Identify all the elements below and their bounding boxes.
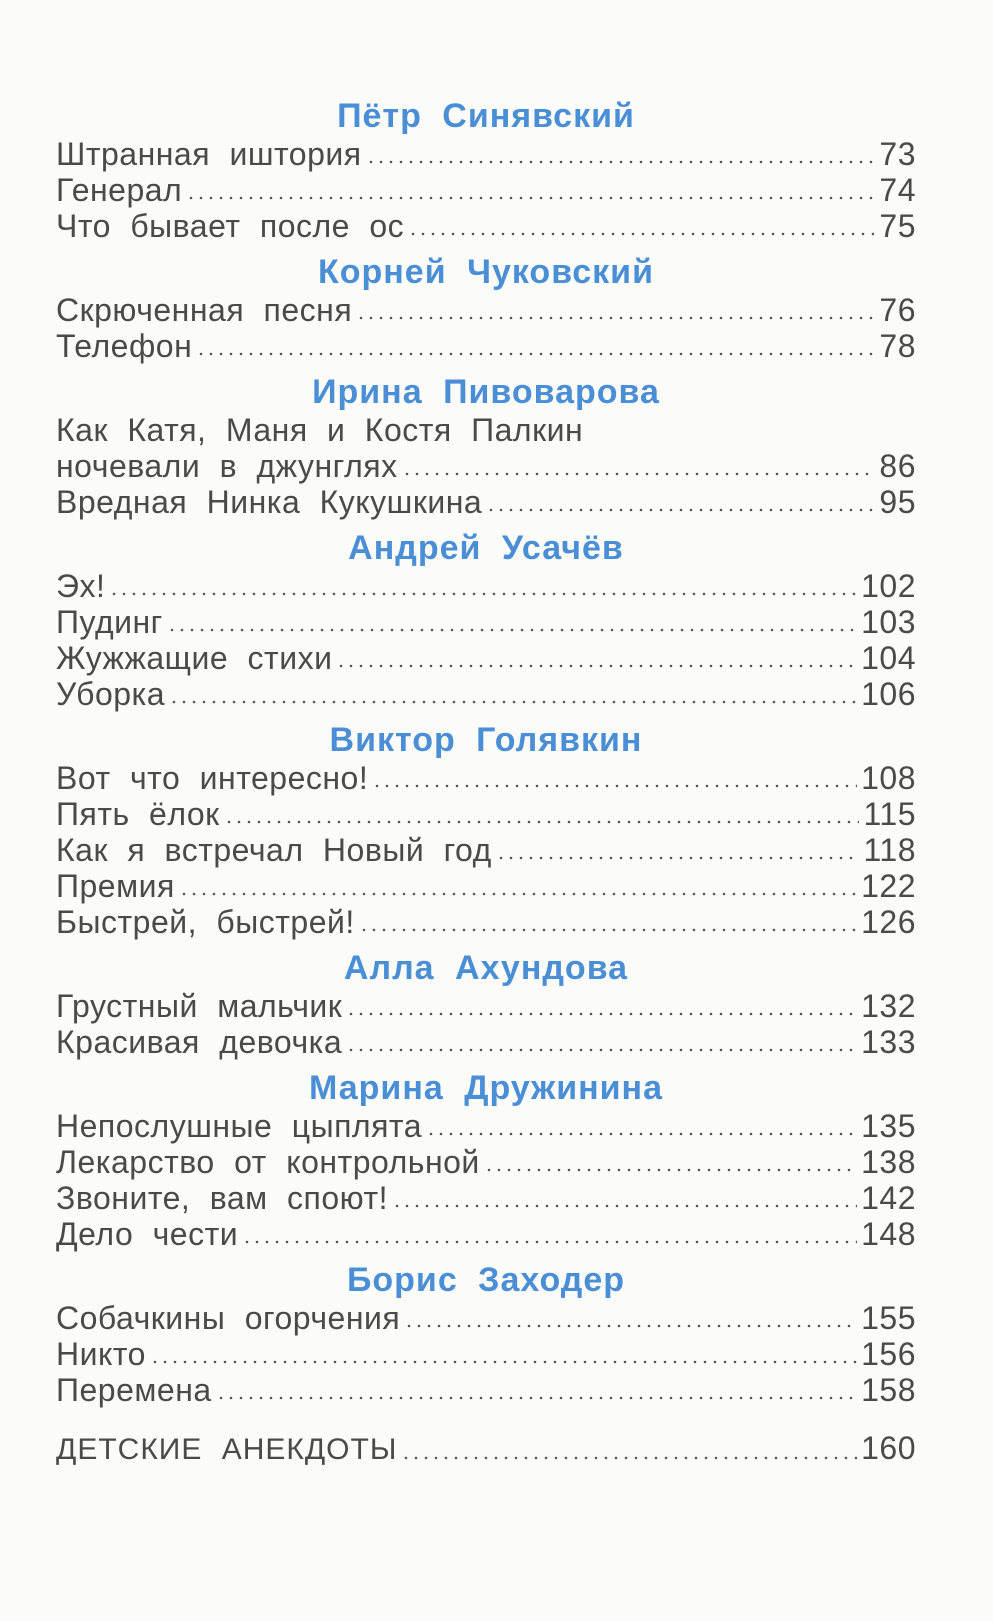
entry-title: Как я встречал Новый год xyxy=(56,832,492,868)
dot-leader xyxy=(224,820,860,824)
entry-title: Красивая девочка xyxy=(56,1024,343,1060)
toc-section xyxy=(56,1258,916,1408)
dot-leader xyxy=(336,664,857,668)
entry-title: Уборка xyxy=(56,676,166,712)
page-number: 160 xyxy=(861,1430,916,1466)
dot-leader xyxy=(496,856,860,860)
toc-entry[interactable] xyxy=(56,796,916,832)
dot-leader xyxy=(426,1132,857,1136)
toc-entry[interactable] xyxy=(56,832,916,868)
entry-title: ДЕТСКИЕ АНЕКДОТЫ xyxy=(56,1433,398,1466)
toc-section xyxy=(56,370,916,520)
dot-leader xyxy=(169,700,857,704)
author-heading: Ирина Пивоварова xyxy=(312,373,660,411)
entry-title: Пудинг xyxy=(56,604,163,640)
dot-leader xyxy=(404,1324,857,1328)
entry-title: Эх! xyxy=(56,568,106,604)
toc-entry[interactable] xyxy=(56,1144,916,1180)
dot-leader xyxy=(179,892,857,896)
entry-title: Перемена xyxy=(56,1372,212,1408)
page-number: 95 xyxy=(879,484,916,520)
dot-leader xyxy=(484,1168,857,1172)
toc-entry[interactable] xyxy=(56,1300,916,1336)
toc-entry[interactable] xyxy=(56,1336,916,1372)
dot-leader xyxy=(401,1456,857,1460)
page-number: 138 xyxy=(861,1144,916,1180)
page-number: 78 xyxy=(879,328,916,364)
page-number: 158 xyxy=(861,1372,916,1408)
page-number: 126 xyxy=(861,904,916,940)
entry-title: Скрюченная песня xyxy=(56,292,353,328)
entry-title: Штранная иштория xyxy=(56,136,362,172)
toc-entry[interactable] xyxy=(56,1108,916,1144)
toc-entry[interactable] xyxy=(56,760,916,796)
entry-title: Звоните, вам споют! xyxy=(56,1180,388,1216)
dot-leader xyxy=(356,316,874,320)
page-number: 86 xyxy=(879,448,916,484)
entry-title: Жужжащие стихи xyxy=(56,640,333,676)
author-heading: Алла Ахундова xyxy=(343,949,629,987)
dot-leader xyxy=(109,592,857,596)
page-number: 115 xyxy=(863,796,916,832)
dot-leader xyxy=(346,1012,857,1016)
entry-title: Телефон xyxy=(56,328,193,364)
entry-title: Собачкины огорчения xyxy=(56,1300,401,1336)
toc-entry[interactable] xyxy=(56,328,916,364)
entry-title: Пять ёлок xyxy=(56,796,220,832)
toc-section xyxy=(56,718,916,940)
dot-leader xyxy=(366,160,874,164)
dot-leader xyxy=(167,628,857,632)
toc-entry[interactable] xyxy=(56,1180,916,1216)
page-number: 148 xyxy=(861,1216,916,1252)
page-number: 142 xyxy=(861,1180,916,1216)
page-number: 132 xyxy=(861,988,916,1024)
toc-entry[interactable] xyxy=(56,988,916,1024)
toc-entry[interactable] xyxy=(56,604,916,640)
page-number: 103 xyxy=(861,604,916,640)
page-number: 73 xyxy=(879,136,916,172)
toc-entry[interactable] xyxy=(56,484,916,520)
toc-entry[interactable] xyxy=(56,172,916,208)
page-number: 122 xyxy=(861,868,916,904)
dot-leader xyxy=(186,196,874,200)
dot-leader xyxy=(196,352,874,356)
entry-title: Вредная Нинка Кукушкина xyxy=(56,484,483,520)
dot-leader xyxy=(346,1048,857,1052)
entry-title: ночевали в джунглях xyxy=(56,448,398,484)
page-number: 75 xyxy=(879,208,916,244)
dot-leader xyxy=(372,784,857,788)
toc-entry[interactable] xyxy=(56,1024,916,1060)
page-number: 155 xyxy=(861,1300,916,1336)
author-heading: Марина Дружинина xyxy=(309,1069,663,1107)
page-number: 74 xyxy=(879,172,916,208)
toc-section xyxy=(56,1066,916,1252)
entry-title: Грустный мальчик xyxy=(56,988,343,1024)
page-number: 133 xyxy=(861,1024,916,1060)
entry-title: Вот что интересно! xyxy=(56,760,369,796)
dot-leader xyxy=(242,1240,857,1244)
entry-title: Генерал xyxy=(56,172,183,208)
entry-title: Что бывает после ос xyxy=(56,208,405,244)
dot-leader xyxy=(216,1396,857,1400)
dot-leader xyxy=(392,1204,857,1208)
table-of-contents xyxy=(56,88,916,1468)
dot-leader xyxy=(408,232,874,236)
entry-title: Дело чести xyxy=(56,1216,239,1252)
toc-entry[interactable] xyxy=(56,568,916,604)
entry-title: Премия xyxy=(56,868,175,904)
page-number: 104 xyxy=(861,640,916,676)
entry-title: Быстрей, быстрей! xyxy=(56,904,355,940)
author-heading: Пётр Синявский xyxy=(337,97,635,135)
toc-section xyxy=(56,946,916,1060)
toc-entry[interactable] xyxy=(56,640,916,676)
page-number: 76 xyxy=(879,292,916,328)
toc-entry[interactable] xyxy=(56,676,916,712)
toc-entry[interactable] xyxy=(56,136,916,172)
page-number: 102 xyxy=(861,568,916,604)
page-number: 108 xyxy=(861,760,916,796)
toc-entry[interactable] xyxy=(56,1216,916,1252)
toc-entry[interactable] xyxy=(56,868,916,904)
page-number: 118 xyxy=(863,832,916,868)
dot-leader xyxy=(150,1360,857,1364)
toc-entry[interactable] xyxy=(56,292,916,328)
page-number: 106 xyxy=(861,676,916,712)
author-heading: Андрей Усачёв xyxy=(348,529,624,567)
toc-entry[interactable] xyxy=(56,208,916,244)
page-number: 156 xyxy=(861,1336,916,1372)
page-number: 135 xyxy=(861,1108,916,1144)
toc-section xyxy=(56,94,916,244)
toc-entry[interactable] xyxy=(56,1372,916,1408)
toc-entry[interactable] xyxy=(56,904,916,940)
toc-section xyxy=(56,250,916,364)
toc-section xyxy=(56,526,916,712)
entry-title: Лекарство от контрольной xyxy=(56,1144,480,1180)
toc-entry-jokes[interactable] xyxy=(56,1430,916,1468)
dot-leader xyxy=(402,472,874,476)
entry-title: Никто xyxy=(56,1336,146,1372)
entry-title: Непослушные цыплята xyxy=(56,1108,422,1144)
author-heading: Корней Чуковский xyxy=(317,253,654,291)
dot-leader xyxy=(359,928,857,932)
entry-title-first-line: Как Катя, Маня и Костя Палкин xyxy=(56,412,584,448)
author-heading: Виктор Голявкин xyxy=(329,721,643,759)
author-heading: Борис Заходер xyxy=(346,1261,626,1299)
dot-leader xyxy=(486,508,874,512)
toc-entry[interactable] xyxy=(56,448,916,484)
